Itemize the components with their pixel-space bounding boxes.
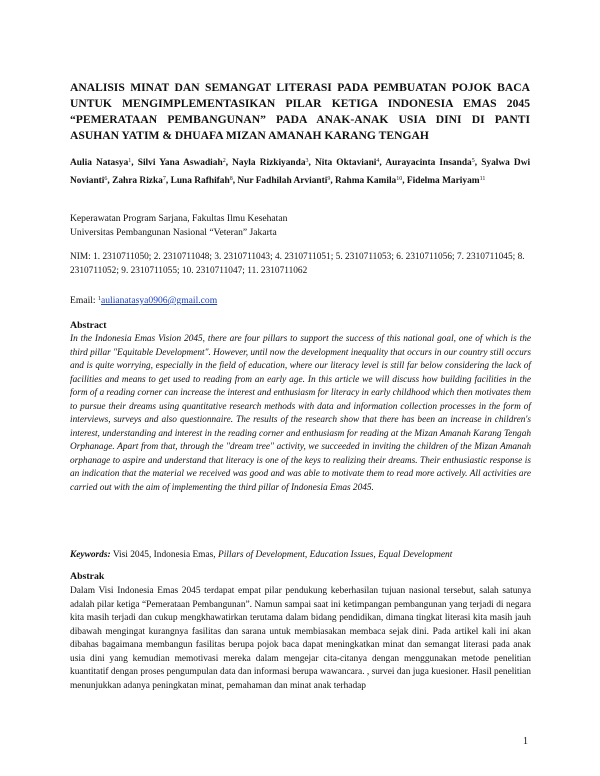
keywords-line: Keywords: Visi 2045, Indonesia Emas, Pillars of Development, Education Issues, Equal Development (70, 550, 453, 560)
author-superscript: 6 (104, 175, 108, 182)
author-superscript: 4 (376, 158, 380, 164)
author-name: Nayla Rizkiyanda (232, 158, 306, 168)
email-superscript: 1 (97, 296, 101, 302)
author-superscript: 2 (222, 158, 226, 164)
author-superscript: 1 (128, 158, 132, 164)
email-link[interactable]: aulianatasya0906@gmail.com (100, 295, 218, 306)
abstrak-heading: Abstrak (70, 571, 105, 582)
email-label: Email: (70, 295, 96, 306)
author-name: Nita Oktaviani (315, 158, 377, 168)
author-name: Zahra Rizka (112, 175, 163, 186)
keywords-plain: Visi 2045, Indonesia Emas, (112, 550, 216, 560)
keywords-italic: Pillars of Development, Education Issues, Equal Development (217, 550, 453, 560)
author-name: Fidelma Mariyam (406, 175, 480, 186)
author-name: Nur Fadhilah Arvianti (237, 175, 328, 186)
abstract-heading: Abstract (70, 320, 107, 331)
affiliation-university: Universitas Pembangunan Nasional “Veteran” Jakarta (70, 227, 277, 238)
page-number: 1 (523, 736, 528, 747)
student-id-list: NIM: 1. 2310711050; 2. 2310711048; 3. 2310711043; 4. 2310711051; 5. 2310711053; 6. 2310711056; 7. 2310711045; 8. 2310711052; 9. 2310711055; 10. 2310711047; 11. 2310711062 (70, 252, 525, 277)
author-superscript: 8 (229, 175, 233, 182)
author-name: Syalwa Dwi Novianti (70, 158, 531, 186)
affiliation-faculty: Keperawatan Program Sarjana, Fakultas Ilmu Kesehatan (70, 213, 288, 224)
author-name: Silvi Yana Aswadiah (137, 158, 223, 168)
abstract-english: In the Indonesia Emas Vision 2045, there are four pillars to support the success of this national goal, one of which is the third pillar "Equitable Development". However, until now the development inequality that occurs in our country still occurs and is quite worrying, especially in the field of education, where our literacy level is still far below considering the lack of facilities and means to get used to reading from an early age. In this article we will discuss how building facilities in the form of a reading corner can increase the interest and enthusiasm for literacy in early childhood which then motivates them to pursue their dreams using quantitative research methods with data and information collection processes in the form of interviews, surveys and also questionnaire. The results of the research show that there has been an increase in children's interest, understanding and interest in the reading corner and enthusiasm for reading at the Mizan Amanah Karang Tengah Orphanage. Apart from that, through the "dream tree" activity, we succeeded in inviting the children of the Mizan Amanah orphanage to aspire and understand that literacy is one of the keys to realizing their dreams. Their enthusiastic response is an indication that the material we received was good and was able to motivate them to read more actively. All activities are carried out with the aim of implementing the third pillar of Indonesia Emas 2045. (70, 334, 531, 494)
author-name: Aulia Natasya (70, 158, 129, 168)
author-list: Aulia Natasya$^1$, Silvi Yana Aswadiah$^2$, Nayla Rizkiyanda$^3$, Nita Oktaviani$^4$, Aurayacinta Insanda$^5$, Syalwa Dwi Novianti$^6$, Zahra Rizka$^7$, Luna Rafhifah$^8$, Nur Fadhilah Arvianti$^9$, Rahma Kamila$^{10}$, Fidelma Mariyam$^{11}$ (70, 158, 531, 186)
author-superscript: 7 (162, 175, 166, 182)
keywords-label: Keywords (70, 550, 108, 560)
author-superscript: 3 (305, 158, 309, 164)
paper-title: ANALISIS MINAT DAN SEMANGAT LITERASI PADA PEMBUATAN POJOK BACA UNTUK MENGIMPLEMENTASIKAN PILAR KETIGA INDONESIA EMAS 2045 “PEMERATAAN PEMBANGUNAN” PADA ANAK-ANAK USIA DINI DI PANTI ASUHAN YATIM & DHUAFA MIZAN AMANAH KARANG TENGAH (70, 81, 530, 142)
author-superscript: 9 (327, 175, 331, 182)
author-superscript: 11 (479, 175, 486, 182)
email-line (70, 292, 530, 308)
author-name: Rahma Kamila (335, 175, 397, 186)
abstrak-indonesian: Dalam Visi Indonesia Emas 2045 terdapat empat pilar pendukung keberhasilan tujuan nasional tersebut, salah satunya adalah pilar ketiga “Pemerataan Pembangunan”. Namun sampai saat ini ketimpangan pembangunan yang terjadi di negara kita masih terjadi dan cukup mengkhawatirkan terutama dalam bidang pendidikan, dimana tingkat literasi kita masih jauh dibawah mengingat kurangnya fasilitas dan sarana untuk membiasakan membaca sejak dini. Pada artikel kali ini akan dibahas bagaimana membangun fasilitas berupa pojok baca dapat meningkatkan minat dan semangat literasi pada anak usia dini yang kemudian memotivasi mereka dalam mengejar cita-citanya dengan menggunakan metode penelitian kuantitatif dengan proses pengumpulan data dan informasi berupa wawancara. , survei dan juga kuesioner. Hasil penelitian menunjukkan adanya peningkatan minat, pemahaman dan minat anak terhadap (70, 586, 531, 691)
author-name: Aurayacinta Insanda (385, 158, 472, 168)
author-name: Luna Rafhifah (170, 175, 230, 186)
affiliation (70, 212, 530, 240)
author-superscript: 10 (396, 175, 403, 182)
author-superscript: 5 (471, 158, 475, 164)
